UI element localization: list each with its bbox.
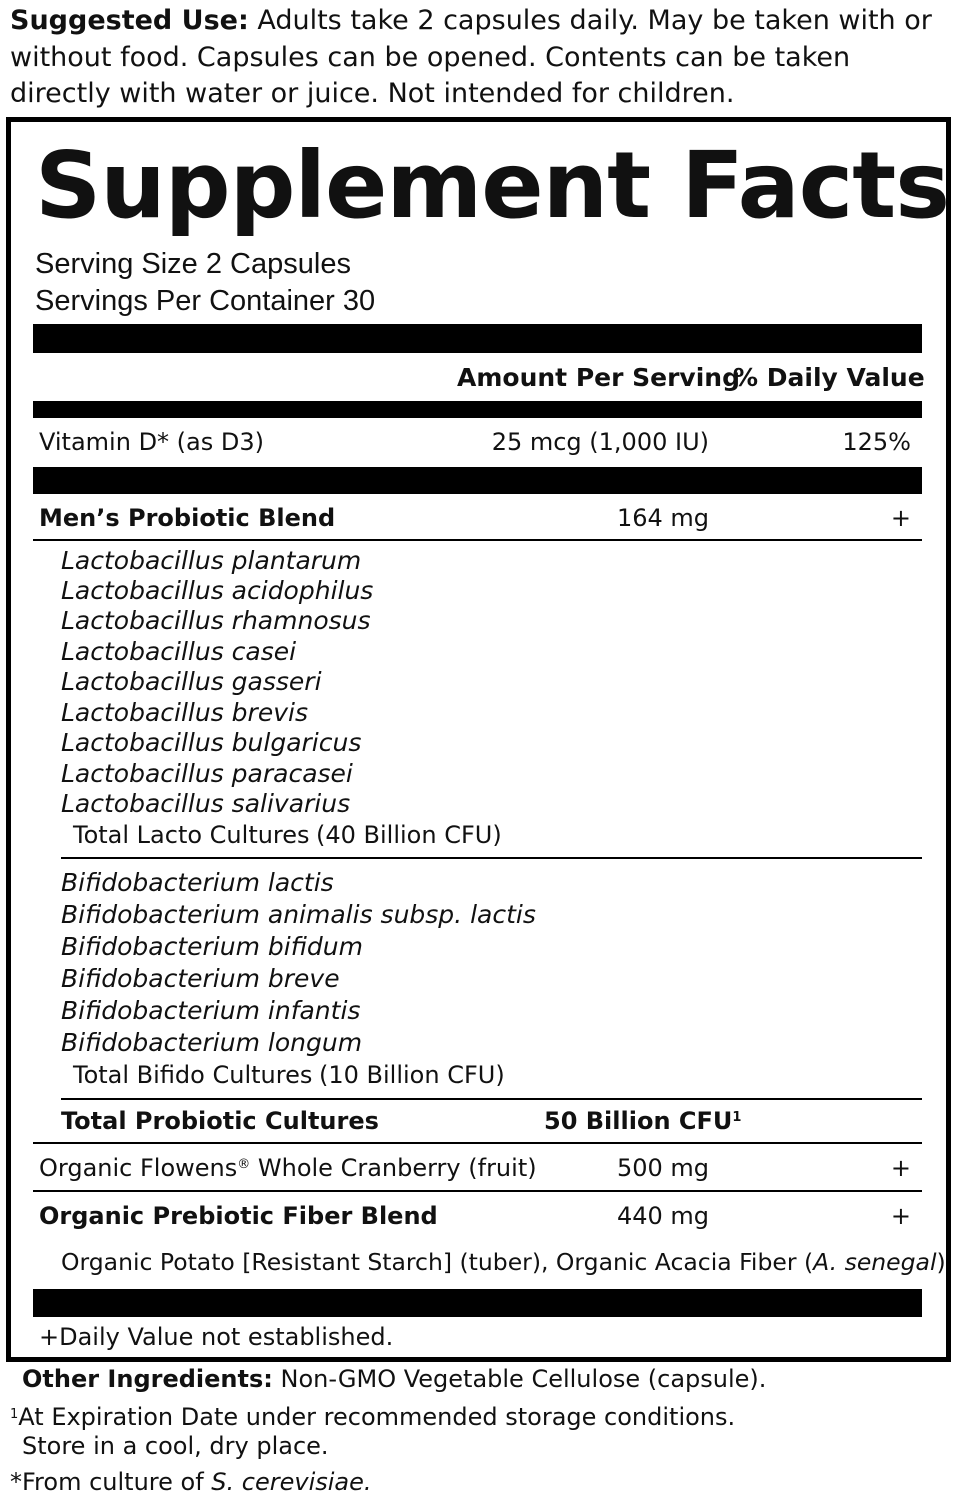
strain: Lactobacillus casei [61, 637, 297, 666]
total-probiotic-amount [544, 1106, 741, 1136]
fiber-detail-close: ) [936, 1248, 946, 1276]
footnote-1-line1: At Expiration Date under recommended storage conditions. [18, 1403, 736, 1431]
cranberry-desc: Whole Cranberry (fruit) [250, 1154, 537, 1182]
strain: Lactobacillus salivarius [61, 789, 351, 818]
fiber-detail-species: A. senegal [813, 1248, 937, 1276]
footnote-1-line2: Store in a cool, dry place. [22, 1432, 329, 1460]
registered-mark: ® [237, 1157, 251, 1172]
cranberry-dv: + [890, 1154, 911, 1182]
probiotic-blend-dv: + [890, 504, 911, 532]
fiber-dv: + [890, 1202, 911, 1230]
suggested-use [10, 3, 950, 113]
strain: Bifidobacterium breve [61, 964, 340, 993]
strain: Lactobacillus bulgaricus [61, 728, 362, 757]
strain: Lactobacillus gasseri [61, 667, 322, 696]
fiber-detail [61, 1247, 946, 1277]
supplement-facts-panel [6, 117, 951, 1362]
footnote-2 [10, 1468, 372, 1497]
strain: Lactobacillus plantarum [61, 546, 362, 575]
strain: Lactobacillus rhamnosus [61, 606, 371, 635]
suggested-use-label: Suggested Use: [10, 5, 249, 36]
footnote-2-species: S. cerevisiae. [211, 1468, 372, 1496]
lacto-total-value: (40 Billion CFU) [316, 821, 502, 849]
cranberry-brand: Organic Flowens [39, 1154, 238, 1182]
strain: Bifidobacterium lactis [61, 868, 334, 897]
thick-divider [33, 324, 922, 353]
probiotic-blend-amount: 164 mg [616, 504, 709, 532]
thin-divider [33, 539, 922, 541]
strain: Bifidobacterium bifidum [61, 932, 363, 961]
medium-divider [33, 401, 922, 418]
vitamin-d-name: Vitamin D* (as D3) [39, 428, 264, 456]
fiber-name: Organic Prebiotic Fiber Blend [39, 1202, 438, 1230]
strain: Bifidobacterium animalis subsp. lactis [61, 900, 536, 929]
probiotic-blend-name: Men’s Probiotic Blend [39, 504, 336, 532]
cranberry-name [39, 1153, 537, 1183]
vitamin-d-dv: 125% [842, 428, 911, 456]
bifido-total-value: (10 Billion CFU) [319, 1061, 505, 1089]
total-probiotic-amount-text: 50 Billion CFU [544, 1107, 733, 1135]
thin-divider [61, 857, 922, 859]
panel-title: Supplement Facts [35, 132, 949, 239]
col-header-amount: Amount Per Serving [457, 363, 740, 392]
thick-divider [33, 467, 922, 494]
footnote-1 [10, 1403, 735, 1432]
vitamin-d-amount: 25 mcg (1,000 IU) [491, 428, 709, 456]
servings-per-container: Servings Per Container 30 [35, 285, 376, 317]
thin-divider [61, 1098, 922, 1100]
fiber-amount: 440 mg [616, 1202, 709, 1230]
thin-divider [33, 1190, 922, 1192]
suggested-use-text: Adults take 2 capsules daily. May be taken with or without food. Capsules can be opened. Contents can be taken directly with water or juice. Not intended for children. [10, 5, 932, 109]
other-ingredients-text: Non-GMO Vegetable Cellulose (capsule). [272, 1365, 767, 1393]
strain: Lactobacillus acidophilus [61, 576, 374, 605]
serving-size: Serving Size 2 Capsules [35, 248, 351, 280]
strain: Bifidobacterium infantis [61, 996, 361, 1025]
bifido-total-label: Total Bifido Cultures [73, 1061, 313, 1089]
dv-note: +Daily Value not established. [39, 1323, 394, 1351]
cranberry-amount: 500 mg [616, 1154, 709, 1182]
thick-divider [33, 1289, 922, 1317]
col-header-dv: % Daily Value [733, 363, 925, 392]
other-ingredients [22, 1365, 766, 1394]
lacto-total-label: Total Lacto Cultures [73, 821, 310, 849]
other-ingredients-label: Other Ingredients: [22, 1365, 273, 1393]
fiber-detail-text: Organic Potato [Resistant Starch] (tuber), Organic Acacia Fiber ( [61, 1248, 814, 1276]
thin-divider [33, 1142, 922, 1144]
strain: Bifidobacterium longum [61, 1028, 363, 1057]
total-probiotic-name: Total Probiotic Cultures [61, 1107, 379, 1135]
strain: Lactobacillus paracasei [61, 759, 353, 788]
footnote-marker: 1 [732, 1110, 742, 1125]
footnote-2-text: *From culture of [10, 1468, 212, 1496]
footnote-marker: 1 [10, 1407, 19, 1422]
strain: Lactobacillus brevis [61, 698, 308, 727]
